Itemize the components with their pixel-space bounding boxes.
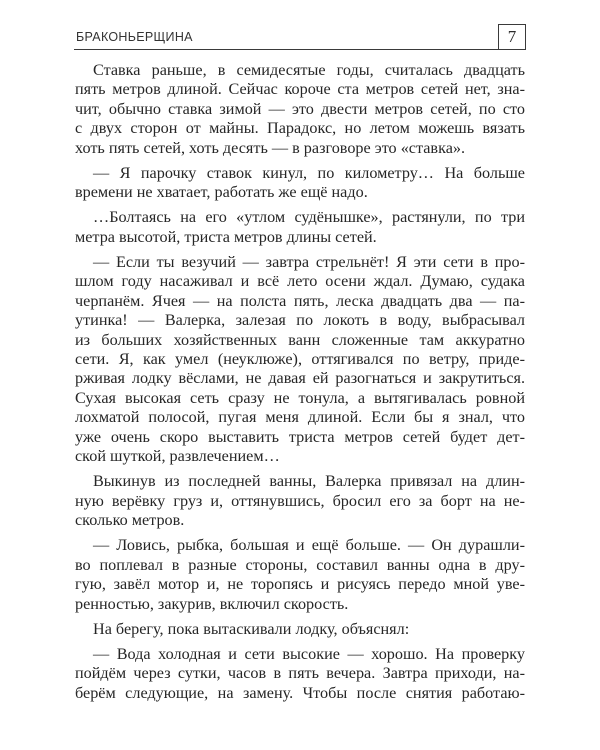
- header-rule: [74, 49, 498, 50]
- text-line: времени не хватает, работать же ещё надо.: [75, 183, 368, 202]
- page-number: 7: [498, 24, 526, 50]
- text-line: берём следующие, на замену. Чтобы после снятия работаю-: [75, 683, 525, 702]
- text-line: сети. Я, как умел (неуклюже), оттягивался по ветру, приде-: [75, 350, 525, 369]
- running-header-title: БРАКОНЬЕРЩИНА: [76, 30, 193, 44]
- paragraph: [75, 536, 525, 614]
- text-line: метра высотой, триста метров длины сетей.: [75, 227, 377, 246]
- text-line: с двух сторон от майны. Парадокс, но летом можешь вязать: [75, 119, 525, 138]
- text-line: рживая лодку вёслами, не давая ей разогнаться и закрутиться.: [75, 369, 525, 388]
- text-line: — Вода холодная и сети высокие — хорошо. На проверку: [93, 644, 525, 663]
- text-line: пять метров длиной. Сейчас короче ста метров сетей нет, зна-: [75, 80, 525, 99]
- text-line: ренностью, закурив, включил скорость.: [75, 594, 349, 613]
- text-line: шлом году насаживал и всё лето осени ждал. Думаю, судака: [75, 272, 525, 291]
- paragraph: [75, 620, 525, 639]
- text-line: ской шуткой, развлечением…: [75, 447, 280, 466]
- text-line: пойдём через сутки, часов в пять вечера. Завтра приходи, на-: [75, 664, 525, 683]
- text-line: утинка! — Валерка, залезая по локоть в воду, выбрасывал: [75, 311, 525, 330]
- text-line: во поплевал в разные стороны, составил ванны одна в дру-: [75, 555, 525, 574]
- text-line: лохматой полосой, пугая меня длиной. Если бы я знал, что: [75, 408, 525, 427]
- paragraph: [75, 61, 525, 158]
- body-text: [75, 61, 525, 709]
- text-line: сколько метров.: [75, 511, 185, 530]
- paragraph: [75, 645, 525, 703]
- text-line: Ставка раньше, в семидесятые годы, считалась двадцать: [93, 61, 525, 79]
- paragraph: [75, 472, 525, 530]
- text-line: На берегу, пока вытаскивали лодку, объяснял:: [93, 619, 410, 638]
- running-header: [74, 24, 526, 50]
- text-line: — Я парочку ставок кинул, по километру… На больше: [93, 163, 525, 182]
- text-line: — Ловись, рыбка, большая и ещё больше. — Он дурашли-: [93, 536, 525, 555]
- text-line: …Болтаясь на его «утлом судёнышке», растянули, по три: [93, 208, 525, 227]
- text-line: Выкинув из последней ванны, Валерка привязал на длин-: [93, 472, 525, 491]
- text-line: чит, обычно ставка зимой — это двести метров сетей, по сто: [75, 99, 525, 118]
- text-line: — Если ты везучий — завтра стрельнёт! Я эти сети в про-: [93, 253, 525, 272]
- text-line: хоть пять сетей, хоть десять — в разговоре это «ставка».: [75, 138, 466, 157]
- paragraph: [75, 253, 525, 466]
- text-line: гую, завёл мотор и, не торопясь и рисуясь передо мной уве-: [75, 575, 525, 594]
- paragraph: [75, 164, 525, 203]
- text-line: из больших хозяйственных ванн сложенные там аккуратно: [75, 330, 525, 349]
- text-line: черпанём. Ячея — на полста пять, леска двадцать два — па-: [75, 291, 525, 310]
- paragraph: [75, 208, 525, 247]
- text-line: уже очень скоро выставить триста метров сетей будет дет-: [75, 427, 525, 446]
- text-line: ную верёвку груз и, оттянувшись, бросил его за борт на не-: [75, 491, 525, 510]
- text-line: Сухая высокая сеть сразу не тонула, а вытягивалась ровной: [75, 388, 525, 407]
